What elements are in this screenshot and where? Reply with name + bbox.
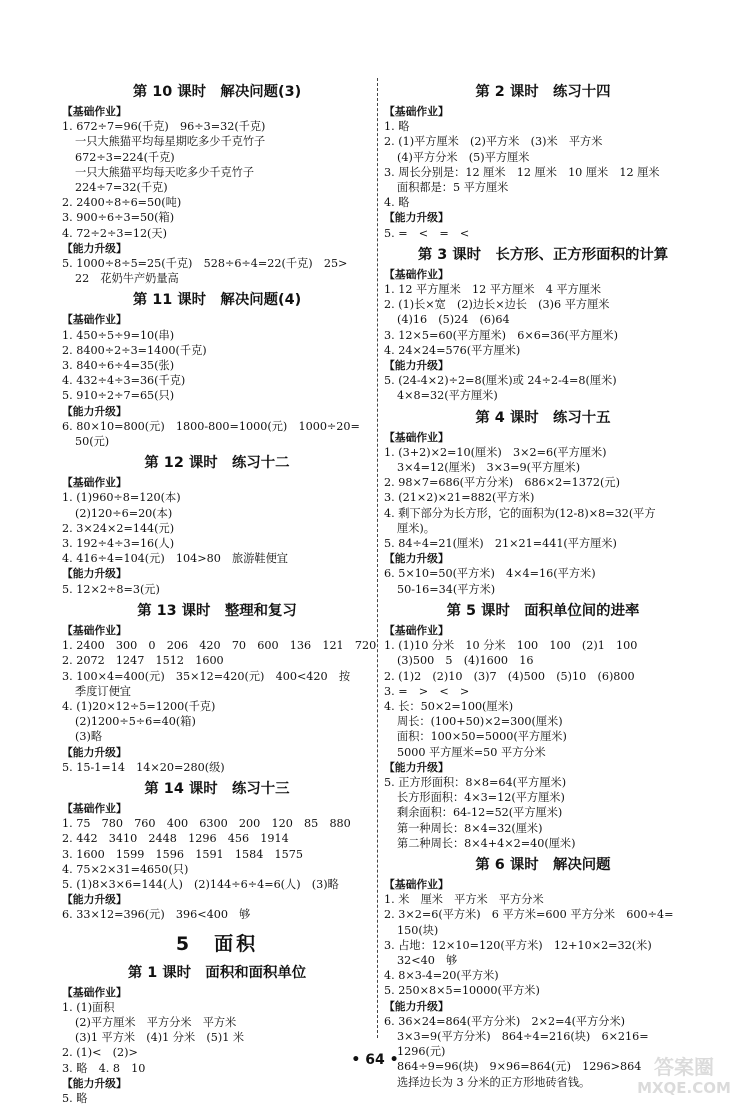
section-tag: 【基础作业】 (384, 430, 449, 444)
answer-line: 1. 75 780 760 400 6300 200 120 85 880 (62, 817, 351, 831)
chapter-title: 5 面积 (175, 932, 259, 955)
answer-line: 4. 432÷4÷3=36(千克) (62, 374, 186, 388)
answer-line: 5. 15-1=14 14×20=280(级) (62, 760, 225, 774)
answer-line-continued: (4)16 (5)24 (6)64 (397, 313, 510, 327)
lesson-title: 第 1 课时 面积和面积单位 (127, 964, 307, 981)
section-tag: 【能力升级】 (384, 760, 449, 774)
section-tag: 【基础作业】 (62, 801, 127, 815)
answer-line: 3. 12×5=60(平方厘米) 6×6=36(平方厘米) (384, 328, 618, 342)
answer-line-continued: 第二种周长：8×4+4×2=40(厘米) (397, 836, 576, 850)
lesson-title: 第 13 课时 整理和复习 (137, 602, 297, 619)
answer-line: 3. 略 4. 8 10 (62, 1061, 146, 1075)
answer-line: 4. 24×24=576(平方厘米) (384, 343, 521, 357)
section-tag: 【能力升级】 (62, 745, 127, 759)
answer-line: 4. 剩下部分为长方形，它的面积为(12-8)×8=32(平方 (384, 506, 656, 520)
answer-line: 6. 33×12=396(元) 396<400 够 (62, 908, 251, 922)
answer-line-continued: 选择边长为 3 分米的正方形地砖省钱。 (397, 1075, 591, 1089)
answer-line: 1. 450÷5÷9=10(串) (62, 328, 175, 342)
answer-line-continued: 一只大熊猫平均每星期吃多少千克竹子 (75, 135, 266, 149)
answer-line: 1. 672÷7=96(千克) 96÷3=32(千克) (62, 120, 266, 134)
answer-line: 5. 84÷4=21(厘米) 21×21=441(平方厘米) (384, 537, 617, 551)
page-number: • 64 • (351, 1052, 399, 1068)
answer-line-continued: 864÷9=96(块) 9×96=864(元) 1296>864 (397, 1060, 642, 1074)
answer-line: 5. 正方形面积：8×8=64(平方厘米) (384, 775, 567, 789)
answer-line: 3. = > < > (384, 684, 470, 698)
answer-line: 1. (1)面积 (62, 1000, 115, 1014)
column-divider (377, 78, 378, 1038)
answer-line: 3. 840÷6÷4=35(张) (62, 359, 175, 373)
answer-line: 2. 98×7=686(平方分米) 686×2=1372(元) (384, 476, 620, 490)
answer-line: 2. 3×2=6(平方米) 6 平方米=600 平方分米 600÷4= (384, 908, 674, 922)
answer-line-continued: (2)平方厘米 平方分米 平方米 (75, 1015, 237, 1029)
section-tag: 【能力升级】 (384, 211, 449, 225)
answer-line: 3. 周长分别是：12 厘米 12 厘米 10 厘米 12 厘米 (384, 165, 660, 179)
section-tag: 【基础作业】 (384, 267, 449, 281)
answer-line-continued: 面积都是：5 平方厘米 (397, 181, 509, 195)
answer-line: 5. 1000÷8÷5=25(千克) 528÷6÷4=22(千克) 25> (62, 257, 348, 271)
left-column (62, 78, 377, 1106)
answer-line: 4. 416÷4=104(元) 104>80 旅游鞋便宜 (62, 552, 288, 566)
answer-line: 5. (1)8×3×6=144(人) (2)144÷6÷4=6(人) (3)略 (62, 877, 339, 891)
answer-line: 3. 900÷6÷3=50(箱) (62, 211, 175, 225)
answer-line-continued: 50-16=34(平方米) (397, 582, 496, 596)
answer-line: 2. 2072 1247 1512 1600 (62, 654, 224, 668)
section-tag: 【能力升级】 (62, 241, 127, 255)
answer-line: 2. (1)< (2)> (62, 1046, 138, 1060)
answer-line: 4. 72÷2÷3=12(天) (62, 226, 167, 240)
answer-line-continued: 50(元) (75, 435, 110, 449)
answer-line: 5. = < = < (384, 226, 470, 240)
watermark-top: 答案圈 (654, 1055, 714, 1079)
answer-line-continued: (3)1 平方米 (4)1 分米 (5)1 米 (75, 1031, 245, 1045)
section-tag: 【基础作业】 (62, 313, 127, 327)
section-tag: 【基础作业】 (384, 623, 449, 637)
answer-line: 2. (1)平方厘米 (2)平方米 (3)米 平方米 (384, 135, 603, 149)
answer-line: 1. (1)960÷8=120(本) (62, 491, 181, 505)
answer-line-continued: 剩余面积：64-12=52(平方厘米) (397, 806, 563, 820)
answer-line: 2. (1)2 (2)10 (3)7 (4)500 (5)10 (6)800 (384, 669, 635, 683)
answer-line-continued: 150(块) (397, 923, 439, 937)
answer-line: 2. 2400÷8÷6=50(吨) (62, 196, 182, 210)
answer-line: 4. (1)20×12÷5=1200(千克) (62, 699, 216, 713)
lesson-title: 第 6 课时 解决问题 (475, 856, 611, 873)
answer-line: 2. 442 3410 2448 1296 456 1914 (62, 832, 289, 846)
answer-line-continued: (4)平方分米 (5)平方厘米 (397, 150, 530, 164)
lesson-title: 第 11 课时 解决问题(4) (132, 292, 302, 309)
answer-line-continued: 季度订便宜 (75, 684, 131, 698)
answer-line: 2. (1)长×宽 (2)边长×边长 (3)6 平方厘米 (384, 298, 610, 312)
answer-line-continued: 一只大熊猫平均每天吃多少千克竹子 (75, 165, 255, 179)
answer-line: 3. 1600 1599 1596 1591 1584 1575 (62, 847, 303, 861)
lesson-title: 第 10 课时 解决问题(3) (132, 84, 302, 100)
answer-line: 1. 12 平方厘米 12 平方厘米 4 平方厘米 (384, 283, 602, 297)
section-tag: 【基础作业】 (384, 105, 449, 118)
answer-line: 1. 米 厘米 平方米 平方分米 (384, 893, 544, 907)
answer-line: 2. 3×24×2=144(元) (62, 521, 175, 535)
answer-line-continued: 第一种周长：8×4=32(厘米) (397, 821, 543, 835)
answer-line: 5. 910÷2÷7=65(只) (62, 389, 175, 403)
answer-line: 1. 2400 300 0 206 420 70 600 136 121 720 (62, 639, 377, 653)
answer-line-continued: 5000 平方厘米=50 平方分米 (397, 745, 546, 759)
section-tag: 【基础作业】 (62, 623, 127, 637)
lesson-title: 第 5 课时 面积单位间的进率 (446, 602, 640, 619)
section-tag: 【能力升级】 (62, 404, 127, 418)
answer-line: 3. 占地：12×10=120(平方米) 12+10×2=32(米) (384, 938, 652, 952)
answer-line: 5. (24-4×2)÷2=8(厘米)或 24÷2-4=8(厘米) (384, 374, 617, 388)
lesson-title: 第 3 课时 长方形、正方形面积的计算 (417, 246, 669, 263)
watermark-bottom: MXQE.COM (637, 1079, 731, 1097)
answer-line: 1. (3+2)×2=10(厘米) 3×2=6(平方厘米) (384, 445, 607, 459)
lesson-title: 第 4 课时 练习十五 (475, 409, 611, 426)
answer-line-continued: 22 花奶牛产奶量高 (75, 272, 179, 286)
answer-line-continued: (2)120÷6=20(本) (75, 506, 173, 520)
section-tag: 【能力升级】 (62, 893, 127, 907)
answer-line: 5. 略 (62, 1091, 88, 1105)
answer-line-continued: 厘米)。 (397, 521, 435, 535)
answer-line: 4. 8×3-4=20(平方米) (384, 969, 499, 983)
answer-line-continued: 672÷3=224(千克) (75, 150, 175, 164)
answer-line: 3. 100×4=400(元) 35×12=420(元) 400<420 按 (62, 669, 351, 683)
answer-line: 4. 长：50×2=100(厘米) (384, 699, 514, 713)
answer-line-continued: (2)1200÷5÷6=40(箱) (75, 715, 196, 729)
section-tag: 【能力升级】 (384, 999, 449, 1013)
answer-line: 4. 略 (384, 196, 410, 210)
answer-line: 5. 12×2÷8=3(元) (62, 582, 160, 596)
answer-line-continued: 224÷7=32(千克) (75, 181, 168, 195)
answer-line: 4. 75×2×31=4650(只) (62, 862, 189, 876)
lesson-title: 第 12 课时 练习十二 (144, 455, 290, 472)
section-tag: 【基础作业】 (62, 476, 127, 490)
answer-line: 1. 略 (384, 120, 410, 134)
section-tag: 【基础作业】 (62, 105, 127, 118)
answer-line: 3. (21×2)×21=882(平方米) (384, 491, 535, 505)
section-tag: 【基础作业】 (384, 877, 449, 891)
answer-line: 6. 36×24=864(平方分米) 2×2=4(平方分米) (384, 1014, 626, 1028)
section-tag: 【能力升级】 (62, 567, 127, 581)
answer-line: 6. 5×10=50(平方米) 4×4=16(平方米) (384, 567, 596, 581)
section-tag: 【基础作业】 (62, 985, 127, 999)
lesson-title: 第 2 课时 练习十四 (475, 84, 611, 100)
answer-line-continued: 3×3=9(平方分米) 864÷4=216(块) 6×216= (397, 1029, 649, 1043)
answer-line-continued: (3)略 (75, 730, 103, 744)
section-tag: 【能力升级】 (384, 552, 449, 566)
watermark-logo (628, 1050, 740, 1098)
section-tag: 【能力升级】 (62, 1076, 127, 1090)
answer-line: 3. 192÷4÷3=16(人) (62, 537, 175, 551)
section-tag: 【能力升级】 (384, 359, 449, 373)
answer-line: 1. (1)10 分米 10 分米 100 100 (2)1 100 (384, 639, 638, 653)
answer-line-continued: 面积：100×50=5000(平方厘米) (397, 730, 567, 744)
right-column (384, 78, 702, 1090)
answer-line-continued: 周长：(100+50)×2=300(厘米) (397, 715, 563, 729)
answer-line-continued: 32<40 够 (397, 953, 458, 967)
answer-line: 5. 250×8×5=10000(平方米) (384, 984, 540, 998)
answer-line-continued: (3)500 5 (4)1600 16 (397, 654, 534, 668)
answer-line-continued: 3×4=12(厘米) 3×3=9(平方厘米) (397, 461, 581, 475)
answer-line-continued: 1296(元) (397, 1045, 446, 1059)
answer-line: 2. 8400÷2÷3=1400(千克) (62, 343, 207, 357)
answer-line-continued: 4×8=32(平方厘米) (397, 389, 498, 403)
answer-line-continued: 长方形面积：4×3=12(平方厘米) (397, 791, 565, 805)
lesson-title: 第 14 课时 练习十三 (144, 780, 290, 797)
answer-line: 6. 80×10=800(元) 1800-800=1000(元) 1000÷20= (62, 419, 360, 433)
